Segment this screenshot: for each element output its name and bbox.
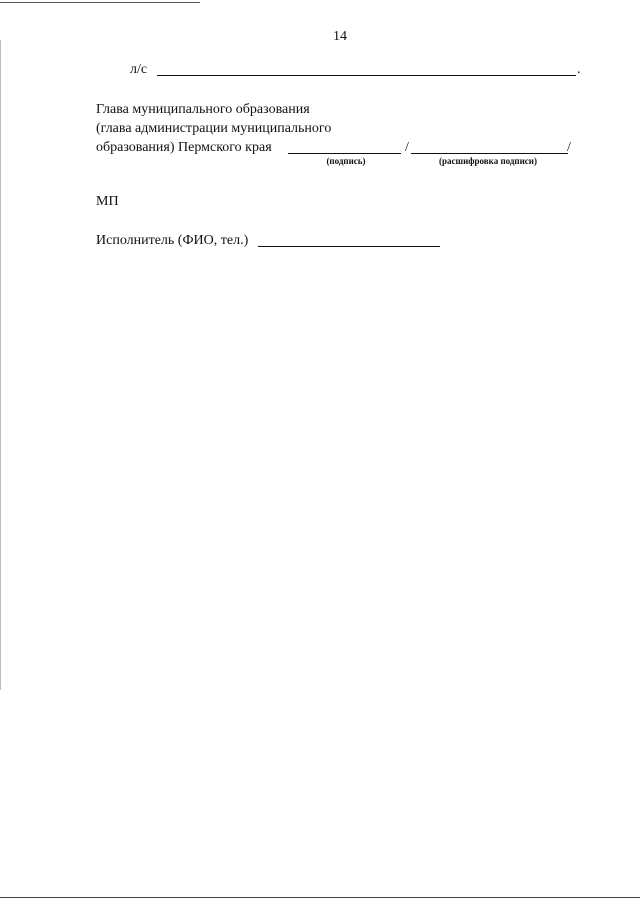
signature-separator: / — [405, 140, 409, 155]
account-number-field[interactable] — [157, 75, 576, 76]
scan-edge-top — [0, 2, 200, 3]
head-title-line1: Глава муниципального образования — [96, 102, 310, 117]
scan-edge-bottom — [0, 897, 640, 898]
signature-field[interactable] — [288, 153, 401, 154]
signature-decoding-caption: (расшифровка подписи) — [439, 156, 537, 166]
head-title-line2: (глава администрации муниципального — [96, 121, 332, 136]
page-number: 14 — [333, 29, 347, 44]
executor-label: Исполнитель (ФИО, тел.) — [96, 233, 249, 248]
executor-field[interactable] — [258, 246, 440, 247]
head-title-line3: образования) Пермского края — [96, 140, 272, 155]
signature-end-slash: / — [567, 140, 571, 155]
signature-decoding-field[interactable] — [411, 153, 568, 154]
seal-placeholder: МП — [96, 194, 119, 209]
account-end-mark: . — [577, 62, 581, 77]
account-label: л/с — [130, 62, 148, 77]
scan-edge-left — [0, 40, 1, 690]
signature-caption: (подпись) — [326, 156, 366, 166]
